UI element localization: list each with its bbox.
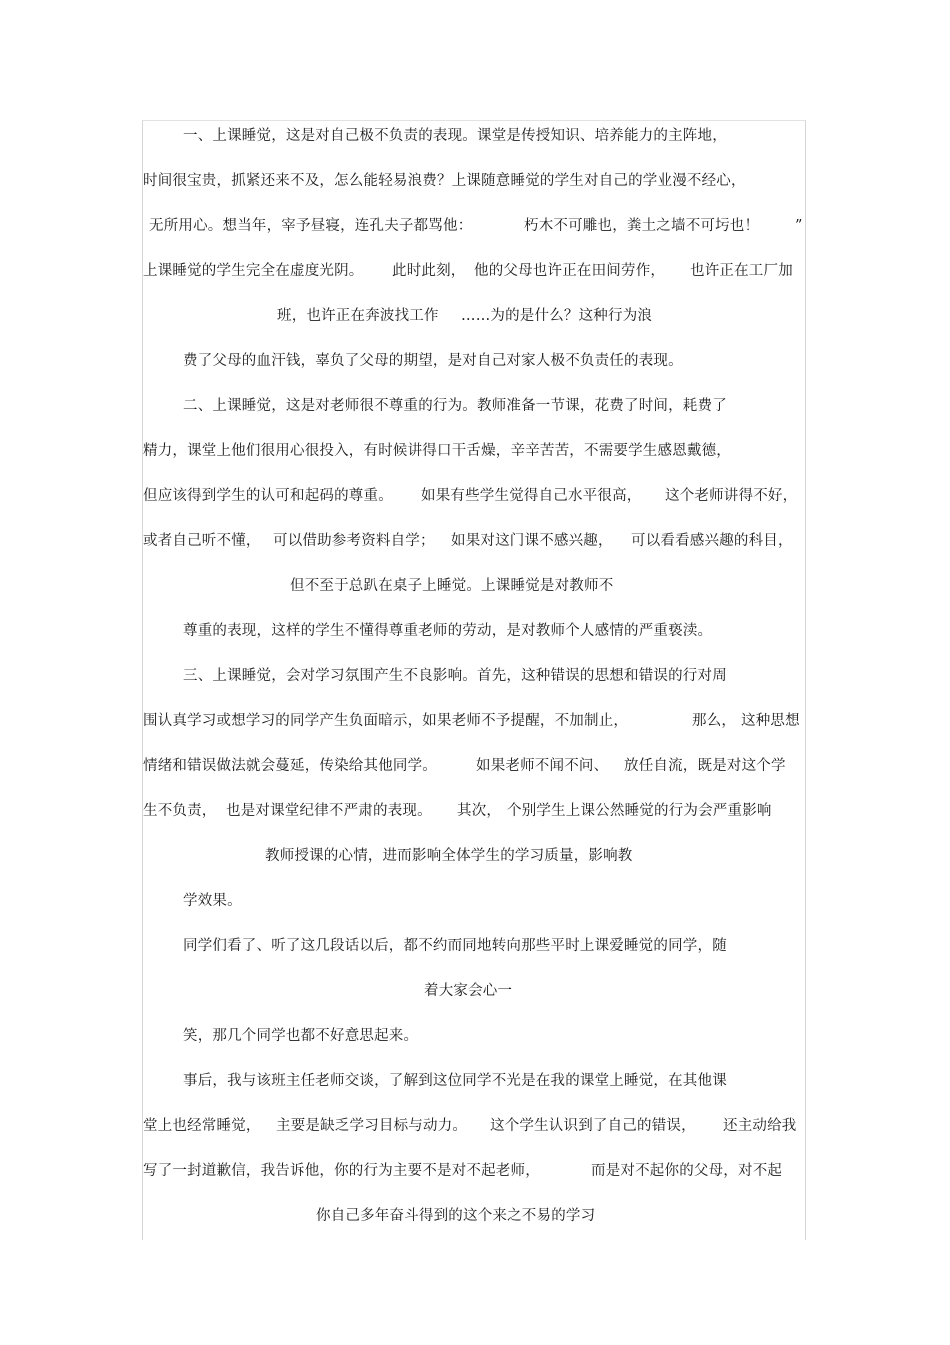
text-line: 着大家会心一 [424,983,513,999]
text-line: 事后，我与该班主任老师交谈，了解到这位同学不光是在我的课堂上睡觉，在其他课 [183,1073,727,1089]
text-line: 情绪和错误做法就会蔓延，传染给其他同学。 [143,758,437,774]
text-line: 学效果。 [183,893,242,909]
text-line: 一、上课睡觉，这是对自己极不负责的表现。课堂是传授知识、培养能力的主阵地， [183,128,727,144]
text-line: 堂上也经常睡觉， [143,1118,261,1134]
text-line: 放任自流，既是对这个学 [624,758,786,774]
text-line: 写了一封道歉信，我告诉他，你的行为主要不是对不起老师， [143,1163,540,1179]
text-line: ” [795,218,803,234]
text-line: 这个老师讲得不好， [665,488,798,504]
text-line: 个别学生上课公然睡觉的行为会严重影响 [507,803,772,819]
text-line: 或者自己听不懂， [143,533,261,549]
text-line: 他的父母也许正在田间劳作， [474,263,666,279]
text-line: 时间很宝贵，抓紧还来不及，怎么能轻易浪费？上课随意睡觉的学生对自己的学业漫不经心， [143,173,746,189]
text-line: 笑，那几个同学也都不好意思起来。 [183,1028,419,1044]
text-line: 二、上课睡觉，这是对老师很不尊重的行为。教师准备一节课，花费了时间，耗费了 [183,398,727,414]
text-line: 可以看看感兴趣的科目， [631,533,793,549]
text-line: 也许正在工厂加 [690,263,793,279]
text-line: 主要是缺乏学习目标与动力。 [276,1118,468,1134]
text-line: 同学们看了、听了这几段话以后，都不约而同地转向那些平时上课爱睡觉的同学，随 [183,938,727,954]
text-line: 围认真学习或想学习的同学产生负面暗示，如果老师不予提醒，不加制止， [143,713,629,729]
text-line: 三、上课睡觉，会对学习氛围产生不良影响。首先，这种错误的思想和错误的行对周 [183,668,727,684]
text-line: 其次， [457,803,502,819]
text-line: 生不负责， [143,803,217,819]
text-line: 教师授课的心情，进而影响全体学生的学习质量，影响教 [265,848,633,864]
text-line: 这种思想 [741,713,800,729]
text-line: 还主动给我 [723,1118,797,1134]
text-line: 但应该得到学生的认可和起码的尊重。 [143,488,393,504]
text-line: 可以借助参考资料自学； [273,533,435,549]
text-line: ……为的是什么？这种行为浪 [461,308,653,324]
text-line: 也是对课堂纪律不严肃的表现。 [226,803,432,819]
text-line: 但不至于总趴在桌子上睡觉。上课睡觉是对教师不 [290,578,614,594]
text-line: 无所用心。想当年，宰予昼寝，连孔夫子都骂他： [149,218,473,234]
text-line: 而是对不起你的父母，对不起 [591,1163,783,1179]
text-line: 那么， [692,713,737,729]
text-line: 精力，课堂上他们很用心很投入，有时候讲得口干舌燥，辛辛苦苦，不需要学生感恩戴德， [143,443,731,459]
text-line: 尊重的表现，这样的学生不懂得尊重老师的劳动，是对教师个人感情的严重亵渎。 [183,623,713,639]
text-line: 班，也许正在奔波找工作 [277,308,439,324]
text-line: 你自己多年奋斗得到的这个来之不易的学习 [316,1208,596,1224]
text-line: 此时此刻， [392,263,466,279]
text-line: 费了父母的血汗钱，辜负了父母的期望，是对自己对家人极不负责任的表现。 [183,353,683,369]
text-line: 朽木不可雕也，粪土之墙不可圬也！ [524,218,760,234]
text-line: 上课睡觉的学生完全在虚度光阴。 [143,263,364,279]
text-line: 如果对这门课不感兴趣， [451,533,613,549]
text-line: 这个学生认识到了自己的错误， [490,1118,696,1134]
text-line: 如果老师不闻不问、 [476,758,609,774]
text-line: 如果有些学生觉得自己水平很高， [421,488,642,504]
